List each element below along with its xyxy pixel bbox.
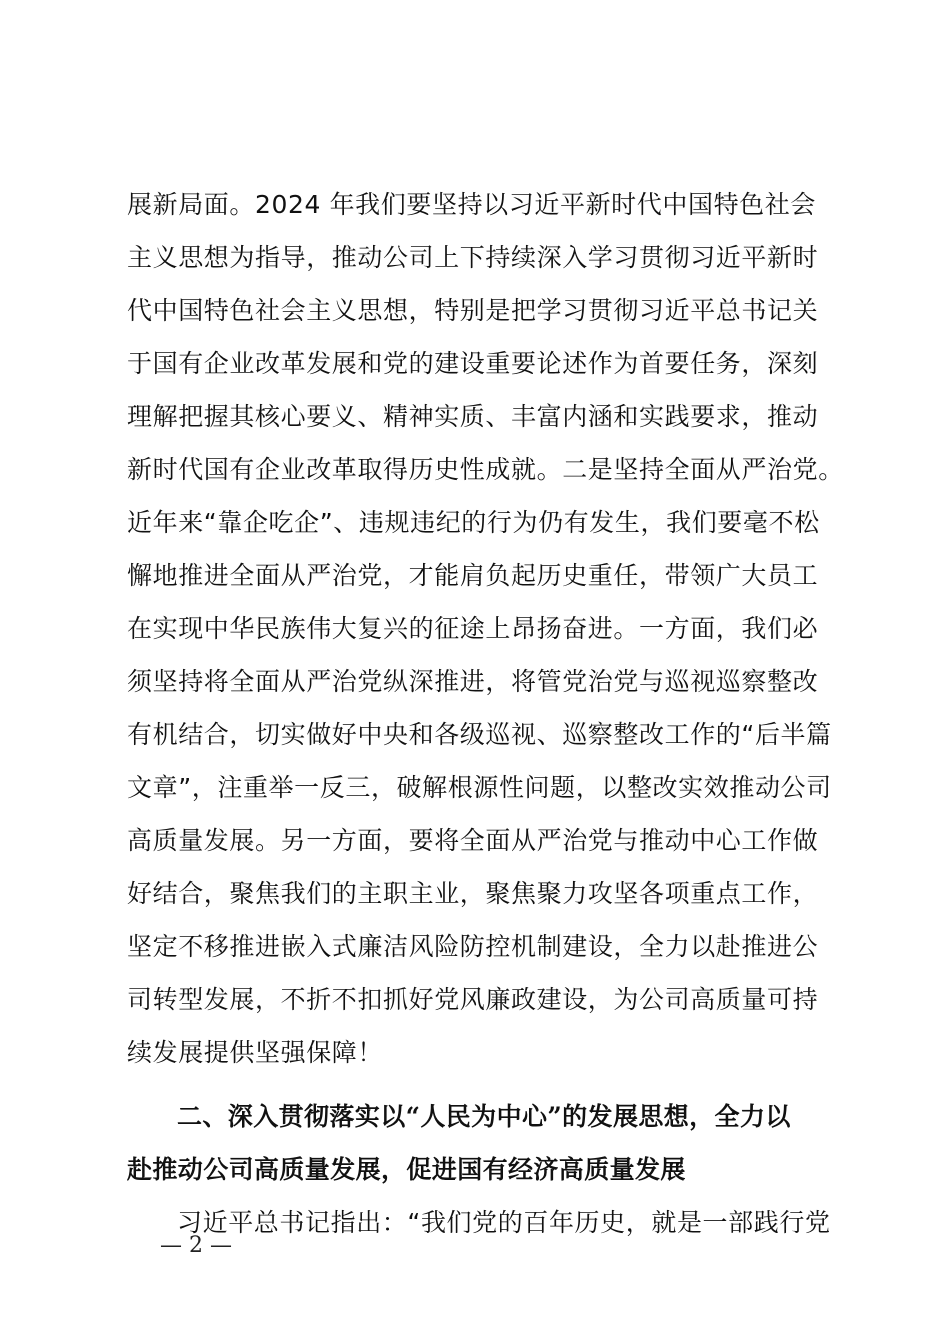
body-line: 代中国特色社会主义思想，特别是把学习贯彻习近平总书记关 bbox=[127, 296, 819, 325]
body-line: 主义思想为指导，推动公司上下持续深入学习贯彻习近平新时 bbox=[127, 243, 819, 272]
body-line: 有机结合，切实做好中央和各级巡视、巡察整改工作的“后半篇 bbox=[127, 720, 832, 749]
document-body bbox=[127, 178, 847, 1249]
body-line: 高质量发展。另一方面，要将全面从严治党与推动中心工作做 bbox=[127, 826, 819, 855]
body-line: 在实现中华民族伟大复兴的征途上昂扬奋进。一方面，我们必 bbox=[127, 614, 819, 643]
section-heading-line: 赴推动公司高质量发展，促进国有经济高质量发展 bbox=[127, 1155, 686, 1184]
body-line: 坚定不移推进嵌入式廉洁风险防控机制建设，全力以赴推进公 bbox=[127, 932, 819, 961]
body-line: 于国有企业改革发展和党的建设重要论述作为首要任务，深刻 bbox=[127, 349, 819, 378]
paragraph-gap bbox=[127, 1079, 847, 1090]
body-line: 续发展提供坚强保障！ bbox=[127, 1038, 384, 1067]
section-heading-line: 二、深入贯彻落实以“人民为中心”的发展思想，全力以 bbox=[177, 1102, 791, 1131]
body-line: 展新局面。2024 年我们要坚持以习近平新时代中国特色社会 bbox=[127, 190, 816, 219]
body-line: 须坚持将全面从严治党纵深推进，将管党治党与巡视巡察整改 bbox=[127, 667, 819, 696]
body-line: 理解把握其核心要义、精神实质、丰富内涵和实践要求，推动 bbox=[127, 402, 819, 431]
body-line: 司转型发展，不折不扣抓好党风廉政建设，为公司高质量可持 bbox=[127, 985, 819, 1014]
body-line: 懈地推进全面从严治党，才能肩负起历史重任，带领广大员工 bbox=[127, 561, 819, 590]
body-line: 文章”，注重举一反三，破解根源性问题，以整改实效推动公司 bbox=[127, 773, 832, 802]
body-line: 近年来“靠企吃企”、违规违纪的行为仍有发生，我们要毫不松 bbox=[127, 508, 820, 537]
paragraph-first-line: 习近平总书记指出：“我们党的百年历史，就是一部践行党 bbox=[177, 1208, 831, 1237]
body-line: 好结合，聚焦我们的主职主业，聚焦聚力攻坚各项重点工作， bbox=[127, 879, 819, 908]
page-number: — 2 — bbox=[160, 1233, 232, 1258]
body-line: 新时代国有企业改革取得历史性成就。二是坚持全面从严治党。 bbox=[127, 455, 844, 484]
